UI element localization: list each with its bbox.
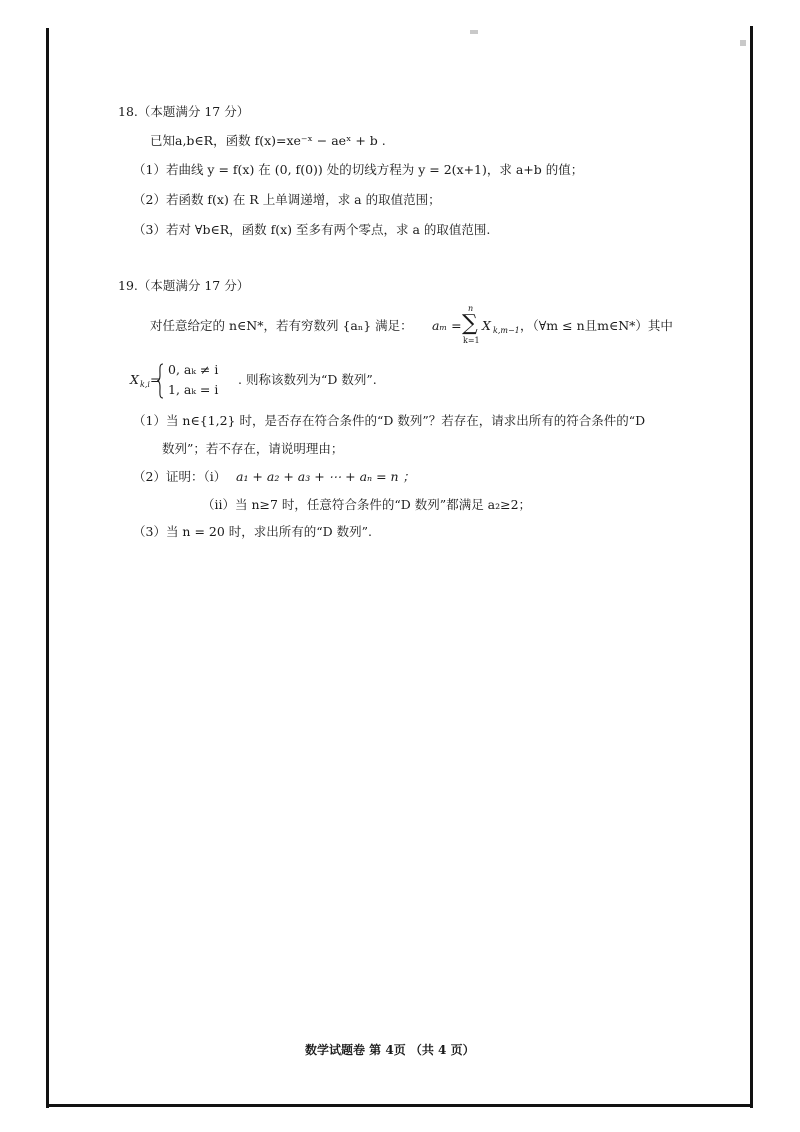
q19-part1-line1: （1）当 n∈{1,2} 时，是否存在符合条件的“D 数列”？若存在，请求出所有的符合条件的“D xyxy=(133,413,646,428)
q19-stem-b: ，（∀m ≤ n且m∈N*）其中 xyxy=(520,318,673,333)
sum-upper-limit: n xyxy=(468,304,474,313)
def-lhs: X xyxy=(130,372,139,387)
page-border-left xyxy=(46,28,49,1108)
sum-term: X xyxy=(482,318,491,333)
q19-header: 19.（本题满分 17 分） xyxy=(118,278,250,293)
q18-part2: （2）若函数 f(x) 在 R 上单调递增，求 a 的取值范围； xyxy=(133,192,441,207)
q19-formula-lhs: aₘ = xyxy=(432,318,462,333)
def-equals: = xyxy=(150,372,161,387)
q19-stem-a: 对任意给定的 n∈N*，若有穷数列 {aₙ} 满足： xyxy=(150,318,413,333)
def-case-1: 0, aₖ ≠ i xyxy=(168,362,219,377)
q19-part3: （3）当 n = 20 时，求出所有的“D 数列”. xyxy=(133,524,373,539)
q19-part2-i: a₁ + a₂ + a₃ + ⋯ + aₙ = n ； xyxy=(236,469,416,484)
page-border-bottom xyxy=(46,1104,753,1107)
def-case-2: 1, aₖ = i xyxy=(168,382,219,397)
page-border-right xyxy=(750,26,753,1108)
q19-part2-ii: （ii）当 n≥7 时，任意符合条件的“D 数列”都满足 a₂≥2； xyxy=(202,497,532,512)
cases-brace xyxy=(156,363,164,399)
q18-part3: （3）若对 ∀b∈R，函数 f(x) 至多有两个零点，求 a 的取值范围. xyxy=(133,222,491,237)
sum-lower-limit: k=1 xyxy=(463,336,480,345)
q18-header: 18.（本题满分 17 分） xyxy=(118,104,250,119)
q19-part1-line2: 数列”；若不存在，请说明理由； xyxy=(162,441,344,456)
q18-part1: （1）若曲线 y = f(x) 在 (0, f(0)) 处的切线方程为 y = 2(x+1)，求 a+b 的值； xyxy=(133,162,584,177)
sum-sign: ∑ xyxy=(462,311,478,336)
def-lhs-subscript: k,i xyxy=(140,380,150,389)
scan-speck xyxy=(740,40,746,46)
q18-stem: 已知a,b∈R，函数 f(x)=xe⁻ˣ − aeˣ + b . xyxy=(150,133,386,148)
scan-speck xyxy=(470,30,478,34)
q19-part2-label: （2）证明：（i） xyxy=(133,469,227,484)
page-footer: 数学试题卷 第 4页 （共 4 页） xyxy=(305,1043,475,1057)
def-tail: . 则称该数列为“D 数列”. xyxy=(238,372,377,387)
sum-term-subscript: k,m−1 xyxy=(493,326,520,335)
